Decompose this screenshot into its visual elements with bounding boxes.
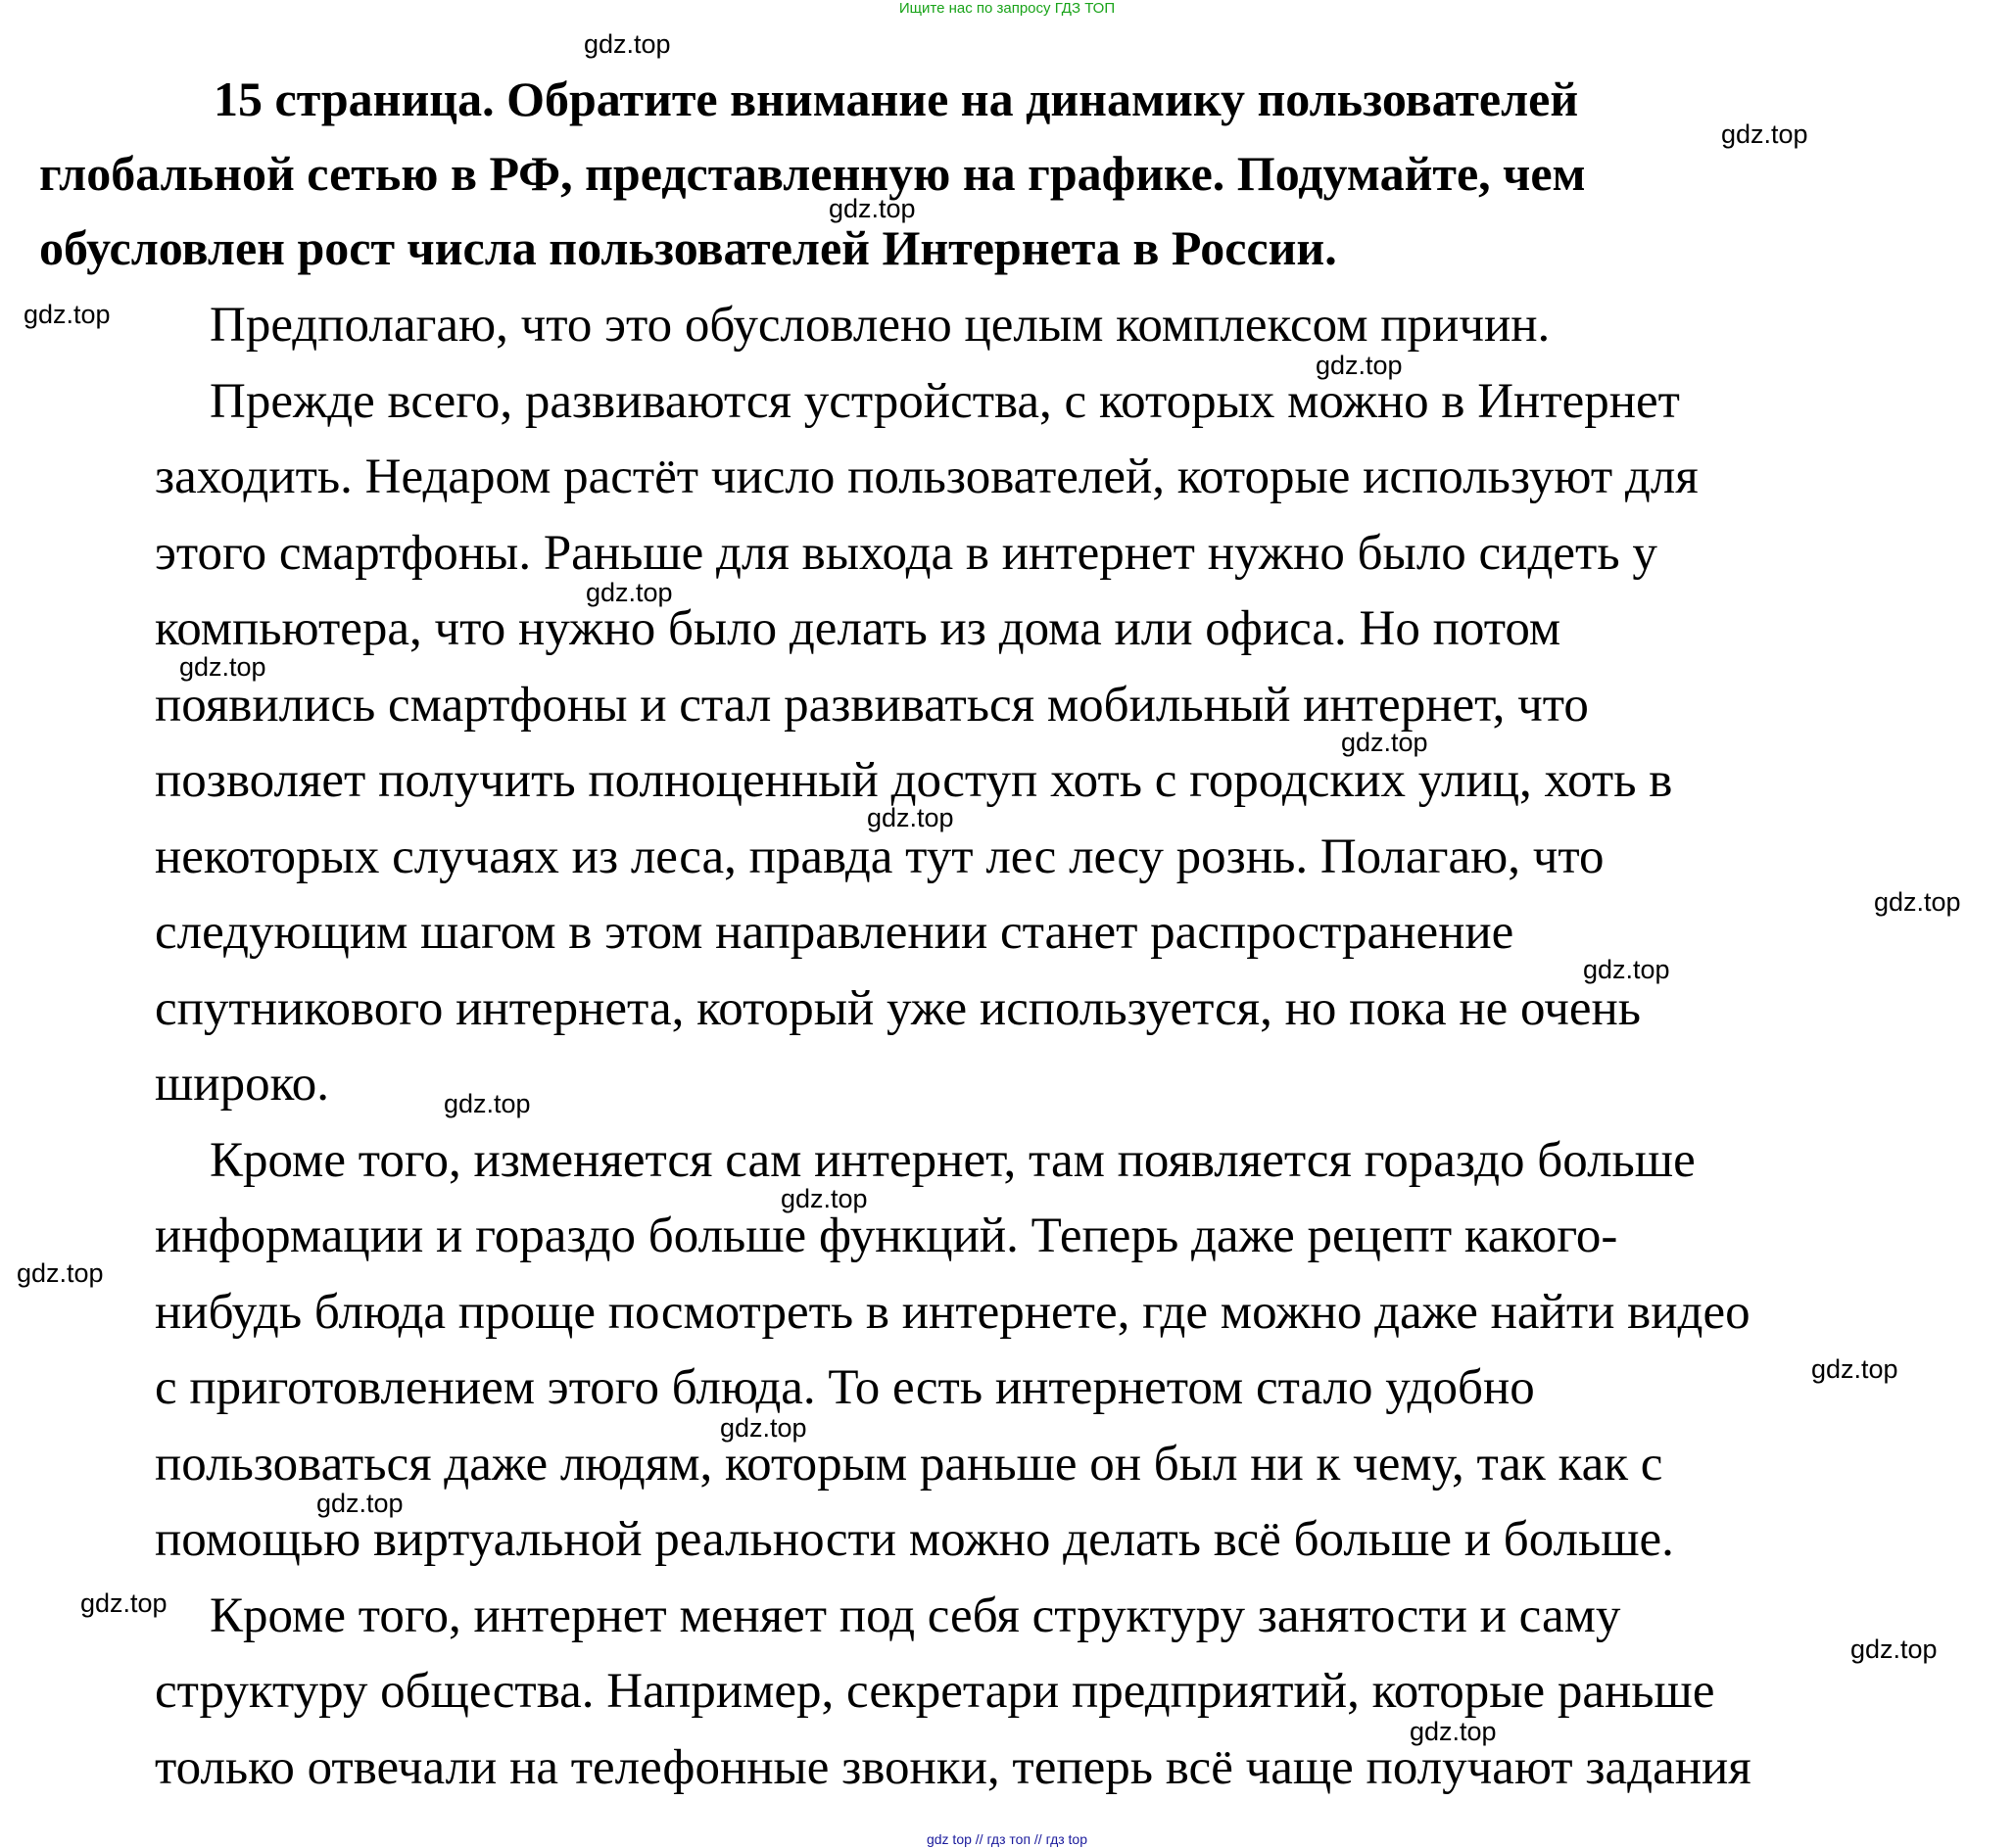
heading-line: обусловлен рост числа пользователей Интернета в России. — [39, 220, 1337, 275]
watermark: gdz.top — [444, 1089, 531, 1118]
paragraph-line: компьютера, что нужно было делать из дома или офиса. Но потом — [155, 601, 1561, 656]
paragraph-line: появились смартфоны и стал развиваться мобильный интернет, что — [155, 678, 1589, 733]
watermark: gdz.top — [829, 194, 916, 223]
watermark: gdz.top — [17, 1258, 104, 1288]
watermark: gdz.top — [316, 1489, 404, 1518]
watermark: gdz.top — [1850, 1635, 1938, 1664]
watermark: gdz.top — [24, 300, 111, 329]
paragraph-line: спутникового интернета, который уже используется, но пока не очень — [155, 981, 1642, 1036]
paragraph-line: этого смартфоны. Раньше для выхода в интернет нужно было сидеть у — [155, 526, 1657, 581]
paragraph-line: Кроме того, интернет меняет под себя структуру занятости и саму — [210, 1588, 1621, 1643]
paragraph-line: Предполагаю, что это обусловлено целым комплексом причин. — [210, 298, 1551, 353]
watermark: gdz.top — [179, 652, 266, 682]
paragraph-line: информации и гораздо больше функций. Теперь даже рецепт какого- — [155, 1208, 1618, 1263]
watermark: gdz.top — [1721, 119, 1808, 149]
watermark: gdz.top — [1341, 728, 1428, 757]
watermark: gdz.top — [586, 578, 673, 607]
heading-line: глобальной сетью в РФ, представленную на графике. Подумайте, чем — [39, 146, 1586, 201]
watermark: gdz.top — [1410, 1717, 1497, 1746]
paragraph-line: только отвечали на телефонные звонки, теперь всё чаще получают задания — [155, 1740, 1751, 1795]
paragraph-line: структуру общества. Например, секретари предприятий, которые раньше — [155, 1664, 1715, 1719]
paragraph-line: заходить. Недаром растёт число пользователей, которые используют для — [155, 450, 1699, 504]
top-banner-link[interactable]: Ищите нас по запросу ГДЗ ТОП — [898, 0, 1116, 17]
footer-links[interactable]: gdz top // гдз топ // гдз top — [926, 1831, 1088, 1847]
paragraph-line: позволяет получить полноценный доступ хоть с городских улиц, хоть в — [155, 753, 1673, 808]
watermark: gdz.top — [720, 1413, 807, 1443]
paragraph-line: нибудь блюда проще посмотреть в интернете, где можно даже найти видео — [155, 1285, 1750, 1340]
watermark: gdz.top — [1874, 887, 1961, 917]
watermark: gdz.top — [781, 1184, 868, 1213]
paragraph-line: пользоваться даже людям, которым раньше он был ни к чему, так как с — [155, 1437, 1663, 1492]
watermark: gdz.top — [584, 29, 671, 59]
paragraph-line: Прежде всего, развиваются устройства, с которых можно в Интернет — [210, 374, 1680, 429]
paragraph-line: с приготовлением этого блюда. То есть интернетом стало удобно — [155, 1360, 1535, 1415]
paragraph-line: Кроме того, изменяется сам интернет, там появляется гораздо больше — [210, 1133, 1696, 1188]
watermark: gdz.top — [1811, 1354, 1898, 1384]
heading-line: 15 страница. Обратите внимание на динамику пользователей — [214, 71, 1579, 126]
watermark: gdz.top — [867, 803, 954, 832]
watermark: gdz.top — [1583, 955, 1670, 984]
watermark: gdz.top — [1316, 351, 1403, 380]
paragraph-line: следующим шагом в этом направлении станет распространение — [155, 905, 1514, 960]
paragraph-line: некоторых случаях из леса, правда тут лес лесу рознь. Полагаю, что — [155, 829, 1605, 884]
paragraph-line: помощью виртуальной реальности можно делать всё больше и больше. — [155, 1512, 1674, 1567]
watermark: gdz.top — [80, 1588, 168, 1618]
paragraph-line: широко. — [155, 1057, 330, 1112]
